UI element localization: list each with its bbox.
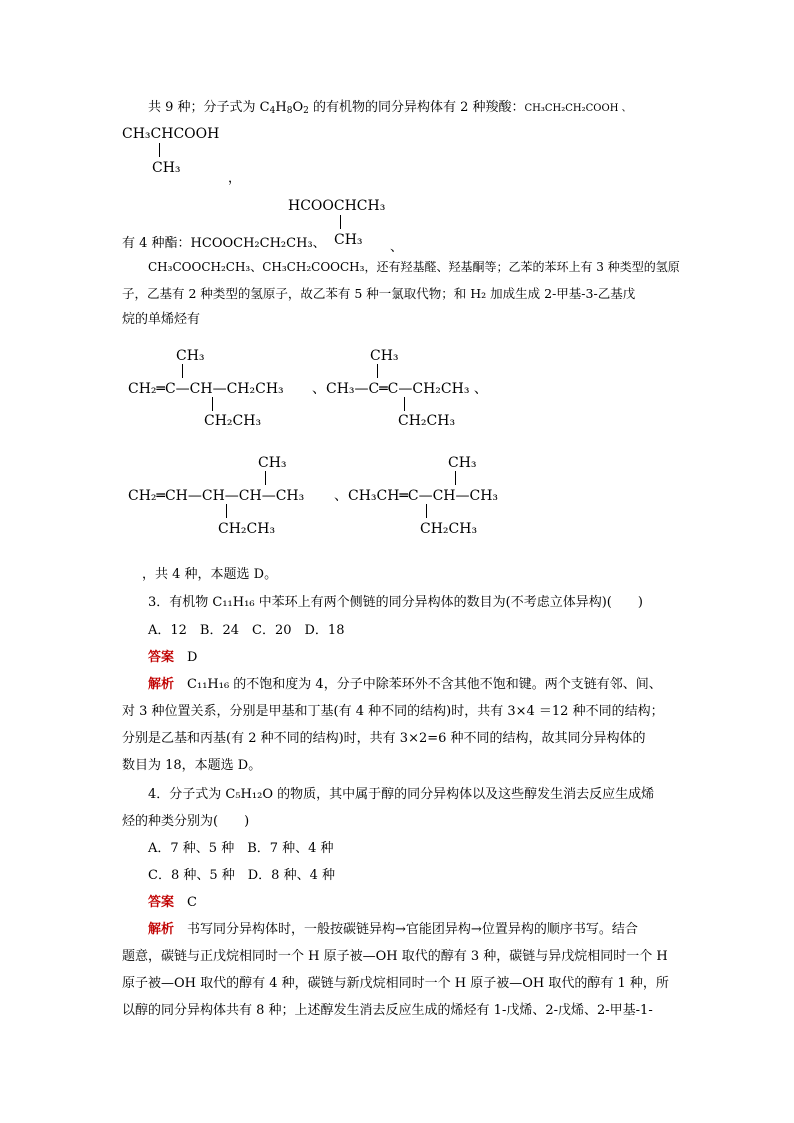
text-ester-line	[122, 235, 326, 253]
question-3-explanation-2: 对 3 种位置关系，分别是甲基和丁基(有 4 种不同的结构)时，共有 3×4 ＝12 种不同的结构；	[122, 704, 664, 719]
text-line-1	[148, 99, 632, 118]
question-4-line-1: 4．分子式为 C₅H₁₂O 的物质，其中属于醇的同分异构体以及这些醇发生消去反应生成烯	[148, 787, 655, 802]
structure-3-methyl: CH₃	[258, 455, 287, 471]
explanation-label: 解析	[148, 922, 175, 937]
bond-line	[426, 504, 427, 518]
answer-label: 答案	[148, 650, 175, 665]
text-separator: 、	[390, 240, 404, 255]
question-3-explanation-4: 数目为 18，本题选 D。	[122, 758, 262, 773]
question-3-options: A．12 B．24 C．20 D．18	[148, 623, 345, 638]
structure-4-ethyl: CH₂CH₃	[420, 521, 478, 537]
comma: ，	[228, 171, 242, 186]
bond-line	[455, 471, 456, 485]
text: 的有机物的同分异构体有 2 种羧酸：	[308, 100, 525, 115]
question-4-explanation-3: 原子被—OH 取代的醇有 4 种，碳链与新戊烷相同时一个 H 原子被—OH 取代的醇有 1 种，所	[122, 976, 669, 991]
text-line-ester2: CH₃COOCH₂CH₃、CH₃CH₂COOCH₃，还有羟基醛、羟基酮等；乙苯的苯环上有 3 种类型的氢原	[148, 260, 680, 274]
bond-line	[340, 215, 341, 229]
text: 有 4 种酯：HCOOCH₂CH₂CH₃、	[122, 236, 326, 251]
subscript: 4	[269, 106, 276, 116]
structure-1-main: CH₂═C—CH—CH₂CH₃	[128, 381, 284, 397]
question-3-explanation-3: 分别是乙基和丙基(有 2 种不同的结构)时，共有 3×2=6 种不同的结构，故其同分异构体的	[122, 731, 646, 746]
bond-line	[377, 364, 378, 378]
structure-1-methyl: CH₃	[176, 348, 205, 364]
structure-isopropyl-formate: HCOOCHCH₃	[288, 198, 386, 214]
bond-line	[265, 471, 266, 485]
structure-3-ethyl: CH₂CH₃	[218, 521, 276, 537]
answer-value: C	[187, 895, 197, 910]
structure-1-ethyl: CH₂CH₃	[204, 413, 262, 429]
question-4-options-2: C．8 种、5 种 D．8 种、4 种	[148, 868, 335, 883]
text-line-p2: 子，乙基有 2 种类型的氢原子，故乙苯有 5 种一氯取代物；和 H₂ 加成生成 2-甲基-3-乙基戊	[122, 286, 636, 301]
question-3-answer	[148, 649, 197, 667]
bond-line	[212, 397, 213, 411]
question-4-options-1: A．7 种、5 种 B．7 种、4 种	[148, 841, 334, 856]
question-4-explanation-1	[148, 921, 638, 939]
structure-4-methyl: CH₃	[448, 455, 477, 471]
text: 共 9 种；分子式为 C	[148, 100, 270, 115]
question-3: 3．有机物 C₁₁H₁₆ 中苯环上有两个侧链的同分异构体的数目为(不考虑立体异构)( )	[148, 595, 643, 610]
structure-3-main: CH₂═CH—CH—CH—CH₃	[128, 488, 305, 504]
structure-2-ethyl: CH₂CH₃	[398, 413, 456, 429]
text: 书写同分异构体时，一般按碳链异构→官能团异构→位置异构的顺序书写。结合	[187, 922, 638, 937]
subscript: 8	[286, 106, 293, 116]
question-4-explanation-4: 以醇的同分异构体共有 8 种；上述醇发生消去反应生成的烯烃有 1-戊烯、2-戊烯、2-甲基-1-	[122, 1003, 653, 1018]
question-4-explanation-2: 题意，碳链与正戊烷相同时一个 H 原子被—OH 取代的醇有 3 种，碳链与异戊烷相同时一个 H	[122, 949, 668, 964]
question-4-line-2: 烃的种类分别为( )	[122, 814, 250, 829]
bond-line	[226, 504, 227, 518]
answer-value: D	[187, 650, 198, 665]
structure-isobutyric-acid: CH₃CHCOOH	[122, 126, 220, 142]
text: H	[275, 100, 287, 115]
structure-2-methyl: CH₃	[370, 348, 399, 364]
structure-methyl-branch: CH₃	[334, 232, 363, 248]
explanation-label: 解析	[148, 677, 175, 692]
question-3-explanation-1	[148, 676, 662, 694]
bond-line	[182, 364, 183, 378]
bond-line	[159, 143, 160, 157]
structure-4-main: 、CH₃CH═C—CH—CH₃	[334, 488, 499, 504]
bond-line	[404, 397, 405, 411]
text-line-p3: 烷的单烯烃有	[122, 312, 201, 327]
formula-text: CH₃CH₂CH₂COOH 、	[524, 103, 632, 114]
structure-methyl-branch: CH₃	[152, 160, 181, 176]
structure-2-main: 、CH₃—C═C—CH₂CH₃ 、	[312, 381, 488, 397]
text: O	[292, 100, 304, 115]
answer-label: 答案	[148, 895, 175, 910]
text-total: ，共 4 种，本题选 D。	[142, 567, 278, 582]
text: C₁₁H₁₆ 的不饱和度为 4，分子中除苯环外不含其他不饱和键。两个支链有邻、间、	[187, 677, 662, 692]
subscript: 2	[303, 106, 309, 116]
question-4-answer	[148, 894, 197, 912]
